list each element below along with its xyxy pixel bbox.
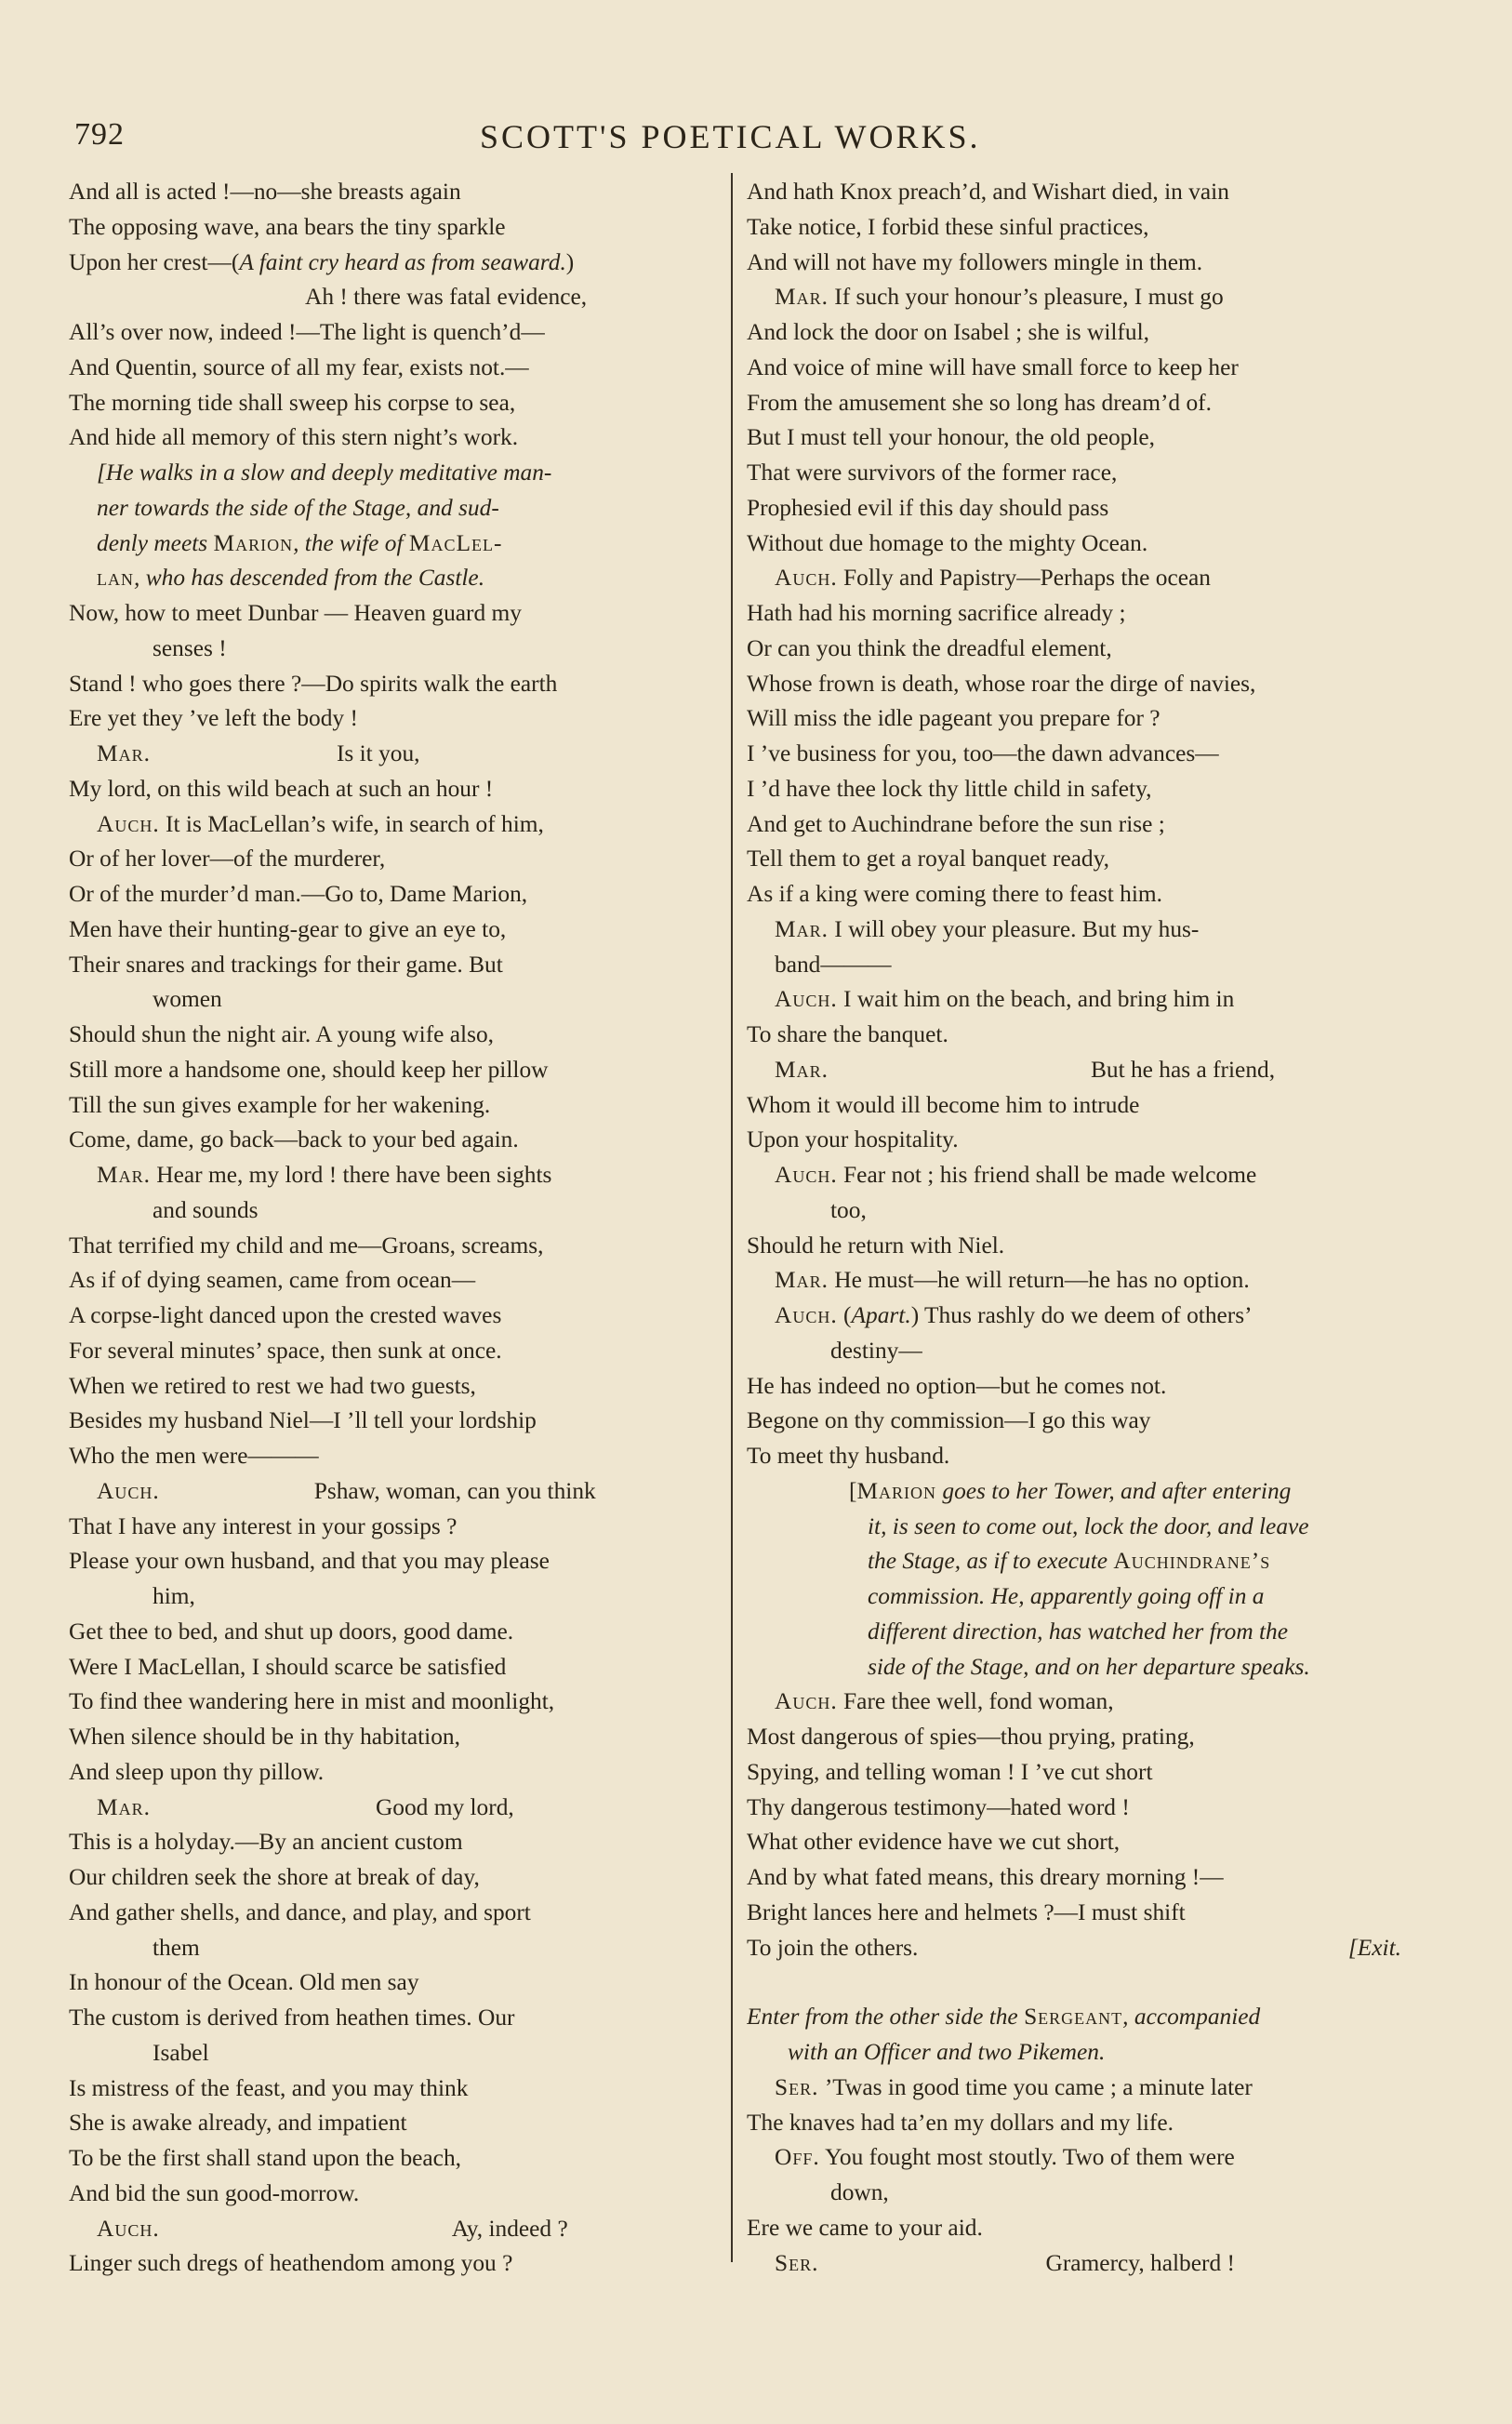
verse-line: Spying, and telling woman ! I ’ve cut short bbox=[747, 1758, 1153, 1785]
verse-line: Ere we came to your aid. bbox=[747, 2214, 983, 2241]
stage-direction: Apart. bbox=[851, 1302, 911, 1328]
section-gap bbox=[747, 1965, 1407, 2000]
column-divider bbox=[731, 173, 733, 2262]
verse-line: Stand ! who goes there ?—Do spirits walk the earth bbox=[69, 670, 558, 697]
stage-direction: denly meets Marion, the wife of MacLel- bbox=[97, 529, 503, 556]
verse-line: In honour of the Ocean. Old men say bbox=[69, 1969, 419, 1996]
speaker-label: Auch. bbox=[775, 1688, 838, 1715]
verse-line: A corpse-light danced upon the crested waves bbox=[69, 1302, 502, 1328]
verse-line: He has indeed no option—but he comes not. bbox=[747, 1372, 1167, 1399]
stage-direction: the Stage, as if to execute Auchindrane’s bbox=[868, 1548, 1271, 1575]
verse-line: Should shun the night air. A young wife also, bbox=[69, 1021, 495, 1047]
verse-line: and sounds bbox=[153, 1196, 259, 1223]
speech-line: Auch. (Apart.) Thus rashly do we deem of others’ bbox=[775, 1302, 1253, 1328]
verse-line: Now, how to meet Dunbar — Heaven guard my bbox=[69, 600, 522, 626]
left-column bbox=[69, 175, 725, 2282]
speaker-label: Mar. bbox=[775, 1267, 829, 1294]
verse-line: Or of the murder’d man.—Go to, Dame Marion, bbox=[69, 881, 528, 907]
character-name: MacLel- bbox=[408, 529, 503, 556]
speech-line: Mar. I will obey your pleasure. But my hus- bbox=[775, 915, 1200, 942]
verse-line: The morning tide shall sweep his corpse to sea, bbox=[69, 389, 516, 416]
speech-line: Auch. It is MacLellan’s wife, in search of him, bbox=[97, 810, 544, 837]
character-name: Marion bbox=[213, 529, 294, 556]
verse-line: The knaves had ta’en my dollars and my life. bbox=[747, 2109, 1174, 2136]
verse-line: To join the others. [Exit. bbox=[747, 1931, 1407, 1966]
verse-line: women bbox=[153, 986, 222, 1013]
verse-line: Ah ! there was fatal evidence, bbox=[305, 284, 588, 311]
verse-line: Upon her crest—(A faint cry heard as from seaward.) bbox=[69, 248, 575, 275]
verse-line: band——— bbox=[775, 951, 892, 978]
verse-line: As if a king were coming there to feast him. bbox=[747, 881, 1163, 907]
running-head: SCOTT'S POETICAL WORKS. bbox=[480, 118, 981, 155]
verse-line: To meet thy husband. bbox=[747, 1443, 950, 1469]
verse-line: And will not have my followers mingle in them. bbox=[747, 248, 1203, 275]
verse-line: And Quentin, source of all my fear, exists not.— bbox=[69, 353, 529, 380]
speaker-label: Auch. bbox=[97, 810, 160, 837]
verse-line: Linger such dregs of heathendom among you ? bbox=[69, 2250, 513, 2277]
verse-line: destiny— bbox=[830, 1337, 922, 1364]
speaker-label: Auch. bbox=[97, 1477, 160, 1504]
verse-line: What other evidence have we cut short, bbox=[747, 1829, 1121, 1856]
speech-line: Mar. If such your honour’s pleasure, I must go bbox=[775, 284, 1224, 311]
verse-line: Whose frown is death, whose roar the dirge of navies, bbox=[747, 670, 1256, 697]
speaker-label: Ser. bbox=[775, 2073, 819, 2100]
speech-line: Auch. Ay, indeed ? bbox=[97, 2215, 568, 2242]
verse-line: Please your own husband, and that you may please bbox=[69, 1548, 550, 1575]
verse-line: She is awake already, and impatient bbox=[69, 2110, 407, 2137]
speaker-label: Mar. bbox=[97, 1793, 151, 1820]
stage-direction: it, is seen to come out, lock the door, and leave bbox=[868, 1512, 1309, 1539]
verse-line: And voice of mine will have small force to keep her bbox=[747, 353, 1239, 380]
verse-line: And lock the door on Isabel ; she is wilful, bbox=[747, 319, 1149, 345]
speech-line: Auch. Pshaw, woman, can you think bbox=[97, 1477, 596, 1504]
stage-direction: lan, who has descended from the Castle. bbox=[97, 565, 485, 592]
verse-line: And hath Knox preach’d, and Wishart died, in vain bbox=[747, 179, 1229, 205]
verse-line: Men have their hunting-gear to give an eye to, bbox=[69, 915, 507, 942]
verse-line: Till the sun gives example for her wakening. bbox=[69, 1091, 491, 1118]
verse-line: Hath had his morning sacrifice already ; bbox=[747, 600, 1126, 626]
speaker-label: Mar. bbox=[775, 284, 829, 311]
character-name: Marion bbox=[856, 1477, 937, 1504]
verse-line: My lord, on this wild beach at such an hour ! bbox=[69, 775, 494, 802]
verse-line: And get to Auchindrane before the sun rise ; bbox=[747, 810, 1165, 837]
verse-line: Tell them to get a royal banquet ready, bbox=[747, 846, 1109, 872]
verse-line: That I have any interest in your gossips ? bbox=[69, 1512, 458, 1539]
verse-line: Should he return with Niel. bbox=[747, 1232, 1005, 1259]
speech-line: Auch. Fare thee well, fond woman, bbox=[775, 1688, 1114, 1715]
speech-line: Auch. Folly and Papistry—Perhaps the ocean bbox=[775, 565, 1211, 592]
verse-line: Besides my husband Niel—I ’ll tell your lordship bbox=[69, 1407, 537, 1434]
verse-line: To share the banquet. bbox=[747, 1021, 948, 1047]
verse-line: Ere yet they ’ve left the body ! bbox=[69, 705, 358, 732]
verse-line: This is a holyday.—By an ancient custom bbox=[69, 1829, 463, 1856]
verse-line: him, bbox=[153, 1583, 195, 1609]
page-number: 792 bbox=[74, 117, 125, 152]
verse-line: And bid the sun good-morrow. bbox=[69, 2179, 360, 2206]
speaker-label: Auch. bbox=[775, 1162, 838, 1188]
verse-line: Or of her lover—of the murderer, bbox=[69, 846, 386, 872]
speech-line: Ser. ’Twas in good time you came ; a minute later bbox=[775, 2073, 1253, 2100]
speaker-label: Mar. bbox=[97, 1162, 151, 1188]
verse-line: Without due homage to the mighty Ocean. bbox=[747, 529, 1148, 556]
speaker-label: Auch. bbox=[775, 986, 838, 1013]
speaker-label: Auch. bbox=[97, 2215, 160, 2242]
speaker-label: Off. bbox=[775, 2144, 820, 2171]
speech-line: Off. You fought most stoutly. Two of them were bbox=[775, 2144, 1235, 2171]
verse-line: To be the first shall stand upon the beach, bbox=[69, 2145, 461, 2171]
verse-line: For several minutes’ space, then sunk at once. bbox=[69, 1337, 502, 1364]
exit-direction: [Exit. bbox=[1347, 1934, 1401, 1961]
verse-line: Or can you think the dreadful element, bbox=[747, 634, 1112, 661]
character-name: Auchindrane’s bbox=[1113, 1548, 1271, 1575]
verse-line: Isabel bbox=[153, 2039, 209, 2066]
verse-line: That terrified my child and me—Groans, screams, bbox=[69, 1232, 544, 1259]
speaker-label: Ser. bbox=[775, 2249, 819, 2276]
verse-line: To find thee wandering here in mist and moonlight, bbox=[69, 1688, 555, 1715]
speech-line: Ser. Gramercy, halberd ! bbox=[775, 2249, 1235, 2276]
stage-direction: A faint cry heard as from seaward. bbox=[239, 248, 566, 275]
verse-line: As if of dying seamen, came from ocean— bbox=[69, 1267, 476, 1294]
stage-direction: [Marion goes to her Tower, and after entering bbox=[849, 1477, 1292, 1504]
verse-line: Bright lances here and helmets ?—I must shift bbox=[747, 1898, 1186, 1925]
speech-line: Mar. Hear me, my lord ! there have been sights bbox=[97, 1162, 552, 1188]
verse-line: Who the men were——— bbox=[69, 1443, 319, 1469]
verse-line: The opposing wave, ana bears the tiny sparkle bbox=[69, 213, 506, 240]
verse-line: That were survivors of the former race, bbox=[747, 459, 1118, 486]
verse-line: senses ! bbox=[153, 634, 227, 661]
verse-line: I ’ve business for you, too—the dawn advances— bbox=[747, 740, 1219, 766]
speaker-label: Mar. bbox=[775, 1056, 829, 1083]
speaker-label: Mar. bbox=[97, 740, 151, 766]
speaker-label: Auch. bbox=[775, 565, 838, 592]
speech-line: Auch. Fear not ; his friend shall be made welcome bbox=[775, 1162, 1257, 1188]
verse-line: Is mistress of the feast, and you may think bbox=[69, 2074, 469, 2101]
stage-direction: side of the Stage, and on her departure speaks. bbox=[868, 1653, 1310, 1680]
character-name: Sergeant bbox=[1024, 2004, 1123, 2031]
speech-line: Auch. I wait him on the beach, and bring him in bbox=[775, 986, 1235, 1013]
stage-direction: with an Officer and two Pikemen. bbox=[788, 2039, 1106, 2065]
stage-direction: commission. He, apparently going off in a bbox=[868, 1583, 1265, 1609]
verse-line: Were I MacLellan, I should scarce be satisfied bbox=[69, 1653, 507, 1680]
verse-line: Prophesied evil if this day should pass bbox=[747, 494, 1109, 521]
verse-line: Get thee to bed, and shut up doors, good dame. bbox=[69, 1618, 514, 1645]
verse-line: Our children seek the shore at break of day, bbox=[69, 1864, 480, 1890]
verse-line: down, bbox=[830, 2179, 889, 2205]
stage-direction: Enter from the other side the Sergeant, accompanied bbox=[747, 2004, 1261, 2031]
speech-line: Mar. He must—he will return—he has no option. bbox=[775, 1267, 1250, 1294]
page-header bbox=[74, 117, 1004, 164]
verse-line: Still more a handsome one, should keep her pillow bbox=[69, 1056, 549, 1083]
verse-line: Will miss the idle pageant you prepare for ? bbox=[747, 705, 1161, 732]
verse-line: And hide all memory of this stern night’s work. bbox=[69, 424, 519, 451]
verse-line: From the amusement she so long has dream’d of. bbox=[747, 389, 1212, 416]
verse-line: When silence should be in thy habitation, bbox=[69, 1724, 460, 1750]
speaker-label: Auch. bbox=[775, 1302, 838, 1328]
verse-line: Their snares and trackings for their game. But bbox=[69, 951, 503, 978]
verse-line: All’s over now, indeed !—The light is quench’d— bbox=[69, 319, 545, 345]
verse-line: But I must tell your honour, the old people, bbox=[747, 424, 1156, 451]
stage-direction: ner towards the side of the Stage, and sud- bbox=[97, 494, 499, 521]
verse-line: them bbox=[153, 1934, 200, 1961]
verse-line: Take notice, I forbid these sinful practices, bbox=[747, 213, 1149, 240]
verse-line: Thy dangerous testimony—hated word ! bbox=[747, 1793, 1130, 1820]
verse-line: Come, dame, go back—back to your bed again. bbox=[69, 1126, 519, 1153]
verse-line: And sleep upon thy pillow. bbox=[69, 1758, 325, 1785]
verse-line: too, bbox=[830, 1196, 867, 1223]
verse-line: Whom it would ill become him to intrude bbox=[747, 1091, 1140, 1118]
speech-line: Mar. Good my lord, bbox=[97, 1793, 514, 1820]
verse-line: And gather shells, and dance, and play, and sport bbox=[69, 1898, 531, 1925]
verse-line: I ’d have thee lock thy little child in safety, bbox=[747, 775, 1152, 802]
speaker-label: Mar. bbox=[775, 915, 829, 942]
verse-line: The custom is derived from heathen times. Our bbox=[69, 2004, 515, 2031]
verse-line: Begone on thy commission—I go this way bbox=[747, 1407, 1151, 1434]
verse-line: And by what fated means, this dreary morning !— bbox=[747, 1864, 1224, 1890]
verse-line: Upon your hospitality. bbox=[747, 1126, 959, 1153]
verse-line: When we retired to rest we had two guests, bbox=[69, 1372, 476, 1399]
right-column bbox=[747, 175, 1407, 2281]
verse-line: And all is acted !—no—she breasts again bbox=[69, 179, 461, 205]
speech-line: Mar. Is it you, bbox=[97, 740, 420, 766]
verse-line: Most dangerous of spies—thou prying, prating, bbox=[747, 1724, 1195, 1750]
stage-direction: [He walks in a slow and deeply meditative man- bbox=[97, 459, 552, 486]
stage-direction: different direction, has watched her from the bbox=[868, 1618, 1289, 1645]
speech-line: Mar. But he has a friend, bbox=[775, 1056, 1276, 1083]
